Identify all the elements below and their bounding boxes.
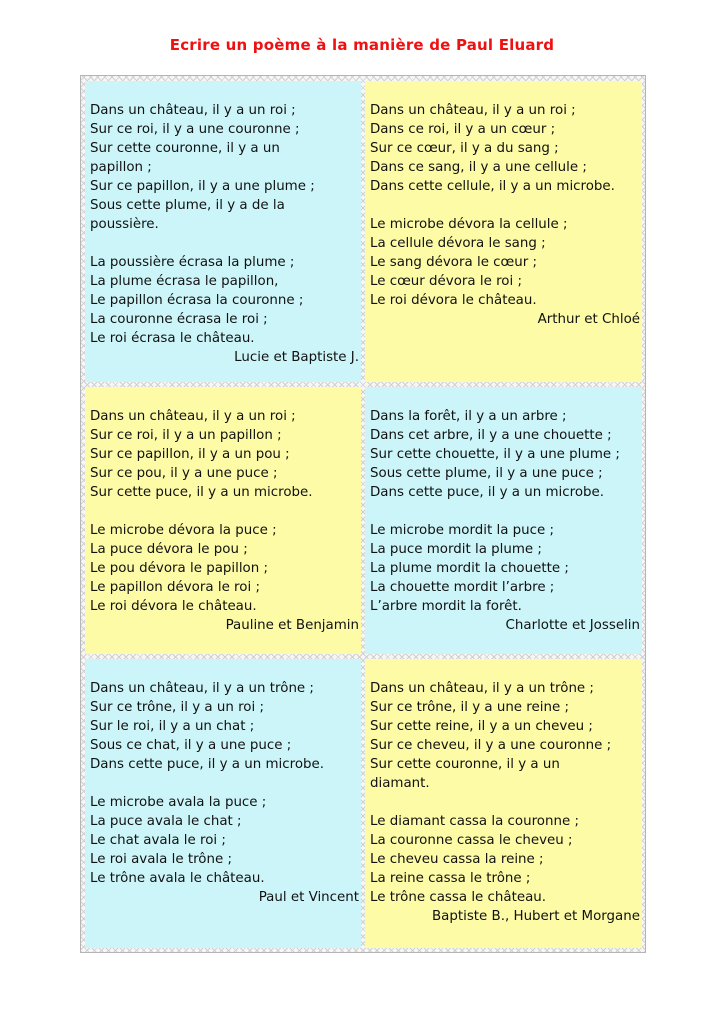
poem-line: Le cœur dévora le roi ;: [370, 274, 522, 289]
poem-line: Le trône cassa le château.: [370, 890, 547, 905]
poem-line: Dans un château, il y a un trône ;: [90, 681, 314, 696]
poem-line: Sous ce chat, il y a une puce ;: [90, 738, 292, 753]
poem-line: La reine cassa le trône ;: [370, 871, 531, 886]
poem-card: [365, 387, 642, 654]
poem-line: La chouette mordit l’arbre ;: [370, 580, 555, 595]
poem-card: [85, 659, 361, 948]
poem-line: Sur cette chouette, il y a une plume ;: [370, 447, 620, 462]
poem-line: Le chat avala le roi ;: [90, 833, 226, 848]
poem-line: La couronne écrasa le roi ;: [90, 312, 268, 327]
poem-line: Le roi écrasa le château.: [90, 331, 255, 346]
poem-line: Sur cette puce, il y a un microbe.: [90, 485, 313, 500]
poem-line: Le diamant cassa la couronne ;: [370, 814, 579, 829]
poem-line: Sur le roi, il y a un chat ;: [90, 719, 255, 734]
poem-line: Le microbe mordit la puce ;: [370, 523, 555, 538]
poem-card: [365, 659, 642, 948]
poem-line: Dans un château, il y a un roi ;: [370, 103, 576, 118]
poem-grid: [80, 75, 646, 953]
poem-line: Dans cette puce, il y a un microbe.: [90, 757, 325, 772]
poem-author: Lucie et Baptiste J.: [234, 350, 359, 365]
poem-line: Sur ce cœur, il y a du sang ;: [370, 141, 559, 156]
poem-line: Sous cette plume, il y a une puce ;: [370, 466, 603, 481]
poem-card: [365, 81, 642, 382]
poem-line: La puce mordit la plume ;: [370, 542, 542, 557]
poem-line: Le microbe avala la puce ;: [90, 795, 267, 810]
poem-line: Le papillon dévora le roi ;: [90, 580, 260, 595]
poem-card: [85, 387, 361, 654]
stanza-gap: [90, 234, 359, 253]
poem-author: Paul et Vincent: [258, 890, 359, 905]
poem-line: papillon ;: [90, 160, 152, 175]
poem-line: Le microbe dévora la cellule ;: [370, 217, 568, 232]
stanza-gap: [370, 793, 640, 812]
poem-line: Sous cette plume, il y a de la: [90, 198, 285, 213]
poem-line: La cellule dévora le sang ;: [370, 236, 546, 251]
page-title: Ecrire un poème à la manière de Paul Eluard: [169, 36, 555, 54]
poem-line: Sur ce roi, il y a un papillon ;: [90, 428, 282, 443]
poem-line: Le cheveu cassa la reine ;: [370, 852, 544, 867]
poem-line: La couronne cassa le cheveu ;: [370, 833, 573, 848]
poem-line: Sur cette couronne, il y a un: [370, 757, 560, 772]
poem-line: Dans cette puce, il y a un microbe.: [370, 485, 605, 500]
poem-line: Le trône avala le château.: [90, 871, 265, 886]
poem-line: La plume mordit la chouette ;: [370, 561, 569, 576]
poem-line: L’arbre mordit la forêt.: [370, 599, 522, 614]
poem-line: Sur ce roi, il y a une couronne ;: [90, 122, 300, 137]
poem-line: Le roi dévora le château.: [90, 599, 257, 614]
poem-author: Charlotte et Josselin: [505, 618, 640, 633]
poem-line: Dans un château, il y a un roi ;: [90, 103, 296, 118]
poem-line: Dans ce sang, il y a une cellule ;: [370, 160, 587, 175]
poem-line: Le sang dévora le cœur ;: [370, 255, 538, 270]
poem-line: Sur cette reine, il y a un cheveu ;: [370, 719, 593, 734]
poem-line: Sur ce papillon, il y a une plume ;: [90, 179, 315, 194]
stanza-gap: [90, 774, 359, 793]
stanza-gap: [370, 502, 640, 521]
poem-line: Le microbe dévora la puce ;: [90, 523, 277, 538]
poem-line: Sur ce cheveu, il y a une couronne ;: [370, 738, 612, 753]
poem-line: Sur ce trône, il y a un roi ;: [90, 700, 264, 715]
poem-line: Dans ce roi, il y a un cœur ;: [370, 122, 556, 137]
poem-line: La plume écrasa le papillon,: [90, 274, 279, 289]
poem-line: Le pou dévora le papillon ;: [90, 561, 269, 576]
poem-line: Sur ce trône, il y a une reine ;: [370, 700, 569, 715]
poem-line: Dans un château, il y a un trône ;: [370, 681, 594, 696]
poem-line: Dans un château, il y a un roi ;: [90, 409, 296, 424]
poem-line: La puce dévora le pou ;: [90, 542, 248, 557]
poem-line: Dans cet arbre, il y a une chouette ;: [370, 428, 612, 443]
stanza-gap: [90, 502, 359, 521]
poem-line: La poussière écrasa la plume ;: [90, 255, 295, 270]
poem-line: Sur cette couronne, il y a un: [90, 141, 280, 156]
poem-line: Le roi dévora le château.: [370, 293, 537, 308]
poem-author: Arthur et Chloé: [537, 312, 640, 327]
poem-line: poussière.: [90, 217, 159, 232]
poem-line: Dans cette cellule, il y a un microbe.: [370, 179, 615, 194]
poem-author: Baptiste B., Hubert et Morgane: [431, 909, 640, 924]
poem-line: Le papillon écrasa la couronne ;: [90, 293, 304, 308]
poem-card: [85, 81, 361, 382]
poem-line: La puce avala le chat ;: [90, 814, 242, 829]
poem-line: Sur ce papillon, il y a un pou ;: [90, 447, 290, 462]
poem-line: Dans la forêt, il y a un arbre ;: [370, 409, 567, 424]
poem-line: diamant.: [370, 776, 430, 791]
stanza-gap: [370, 196, 640, 215]
poem-line: Sur ce pou, il y a une puce ;: [90, 466, 278, 481]
poem-author: Pauline et Benjamin: [225, 618, 359, 633]
poem-line: Le roi avala le trône ;: [90, 852, 232, 867]
